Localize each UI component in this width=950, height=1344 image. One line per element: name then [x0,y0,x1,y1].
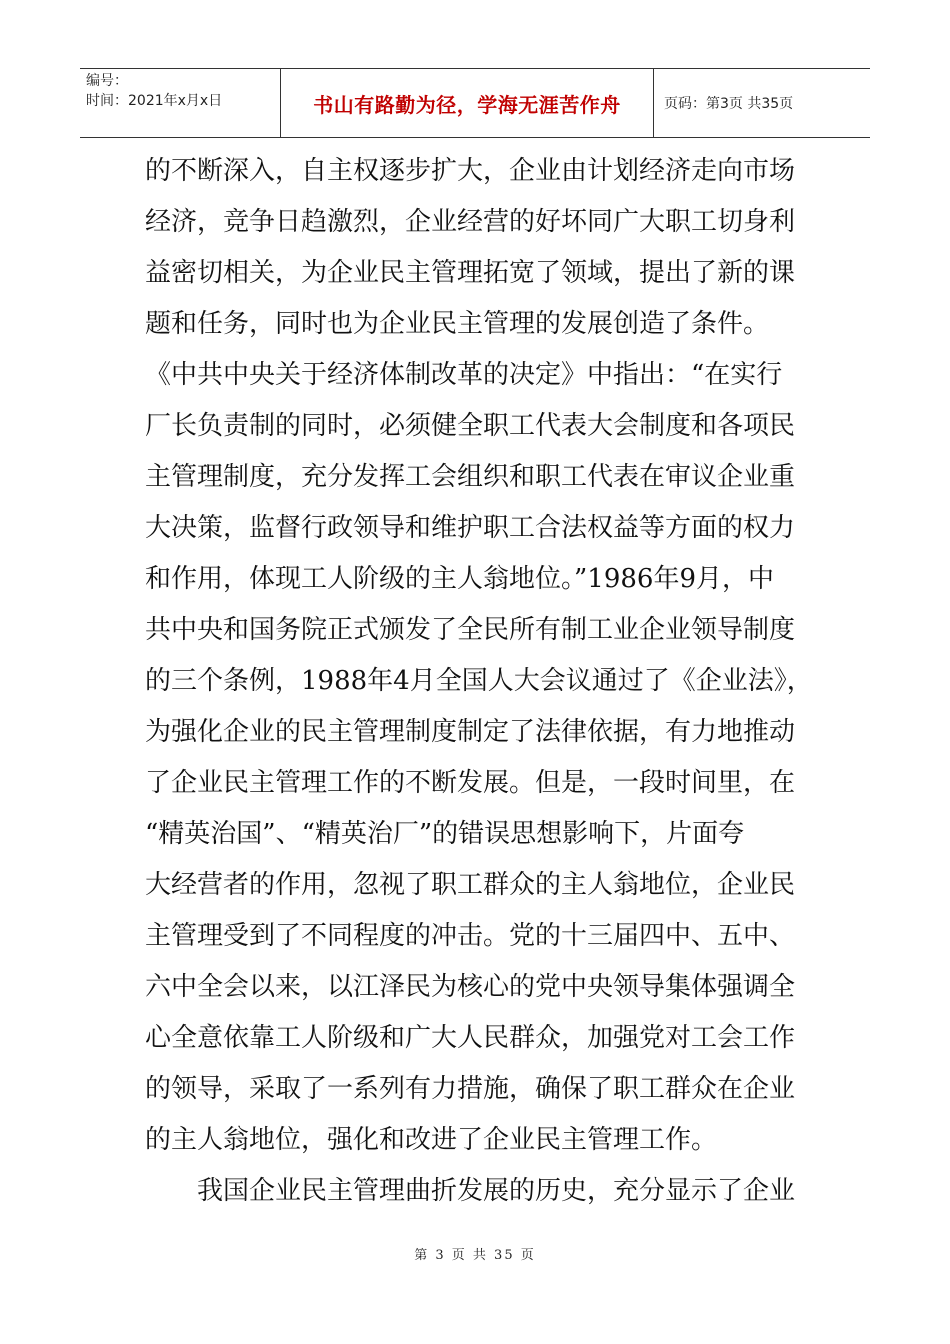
body-line: 心全意依靠工人阶级和广大人民群众，加强党对工会工作 [145,1023,796,1053]
header-motto: 书山有路勤为径，学海无涯苦作舟 [313,92,621,117]
body-line-paragraph-start: 我国企业民主管理曲折发展的历史，充分显示了企业 [197,1176,796,1206]
body-line: 益密切相关，为企业民主管理拓宽了领域，提出了新的课 [145,258,796,288]
document-time-label: 时间：2021年x月x日 [86,93,223,109]
body-line: 为强化企业的民主管理制度制定了法律依据，有力地推动 [145,717,796,747]
body-line: 的三个条例，1988年4月全国人大会议通过了《企业法》， [145,666,813,696]
body-line: 的不断深入，自主权逐步扩大，企业由计划经济走向市场 [145,156,796,186]
document-body [145,146,817,1217]
body-line: 经济，竞争日趋激烈，企业经营的好坏同广大职工切身利 [145,207,796,237]
body-line: 厂长负责制的同时，必须健全职工代表大会制度和各项民 [145,411,796,441]
body-line: 《中共中央关于经济体制改革的决定》中指出：“在实行 [145,360,783,390]
body-line: “精英治国”、“精英治厂”的错误思想影响下，片面夸 [145,819,745,849]
body-line: 六中全会以来，以江泽民为核心的党中央领导集体强调全 [145,972,796,1002]
body-line: 大决策，监督行政领导和维护职工合法权益等方面的权力 [145,513,796,543]
body-line: 主管理制度，充分发挥工会组织和职工代表在审议企业重 [145,462,796,492]
body-line: 和作用，体现工人阶级的主人翁地位。”1986年9月，中 [145,564,775,594]
body-line: 的主人翁地位，强化和改进了企业民主管理工作。 [145,1125,718,1155]
document-number-label: 编号： [86,73,128,89]
body-line: 共中央和国务院正式颁发了全民所有制工业企业领导制度 [145,615,796,645]
body-line: 题和任务，同时也为企业民主管理的发展创造了条件。 [145,309,770,339]
header-meta [80,69,280,137]
body-line: 大经营者的作用，忽视了职工群众的主人翁地位，企业民 [145,870,796,900]
header-motto-cell [280,69,654,137]
page-header [80,68,870,138]
body-line: 的领导，采取了一系列有力措施，确保了职工群众在企业 [145,1074,796,1104]
header-page-info: 页码：第3页 共35页 [664,96,794,112]
body-line: 了企业民主管理工作的不断发展。但是，一段时间里，在 [145,768,796,798]
footer-page-number: 第 3 页 共 35 页 [414,1248,536,1263]
page-footer [0,1244,950,1263]
body-line: 主管理受到了不同程度的冲击。党的十三届四中、五中、 [145,921,796,951]
header-page-info-cell [654,69,870,137]
